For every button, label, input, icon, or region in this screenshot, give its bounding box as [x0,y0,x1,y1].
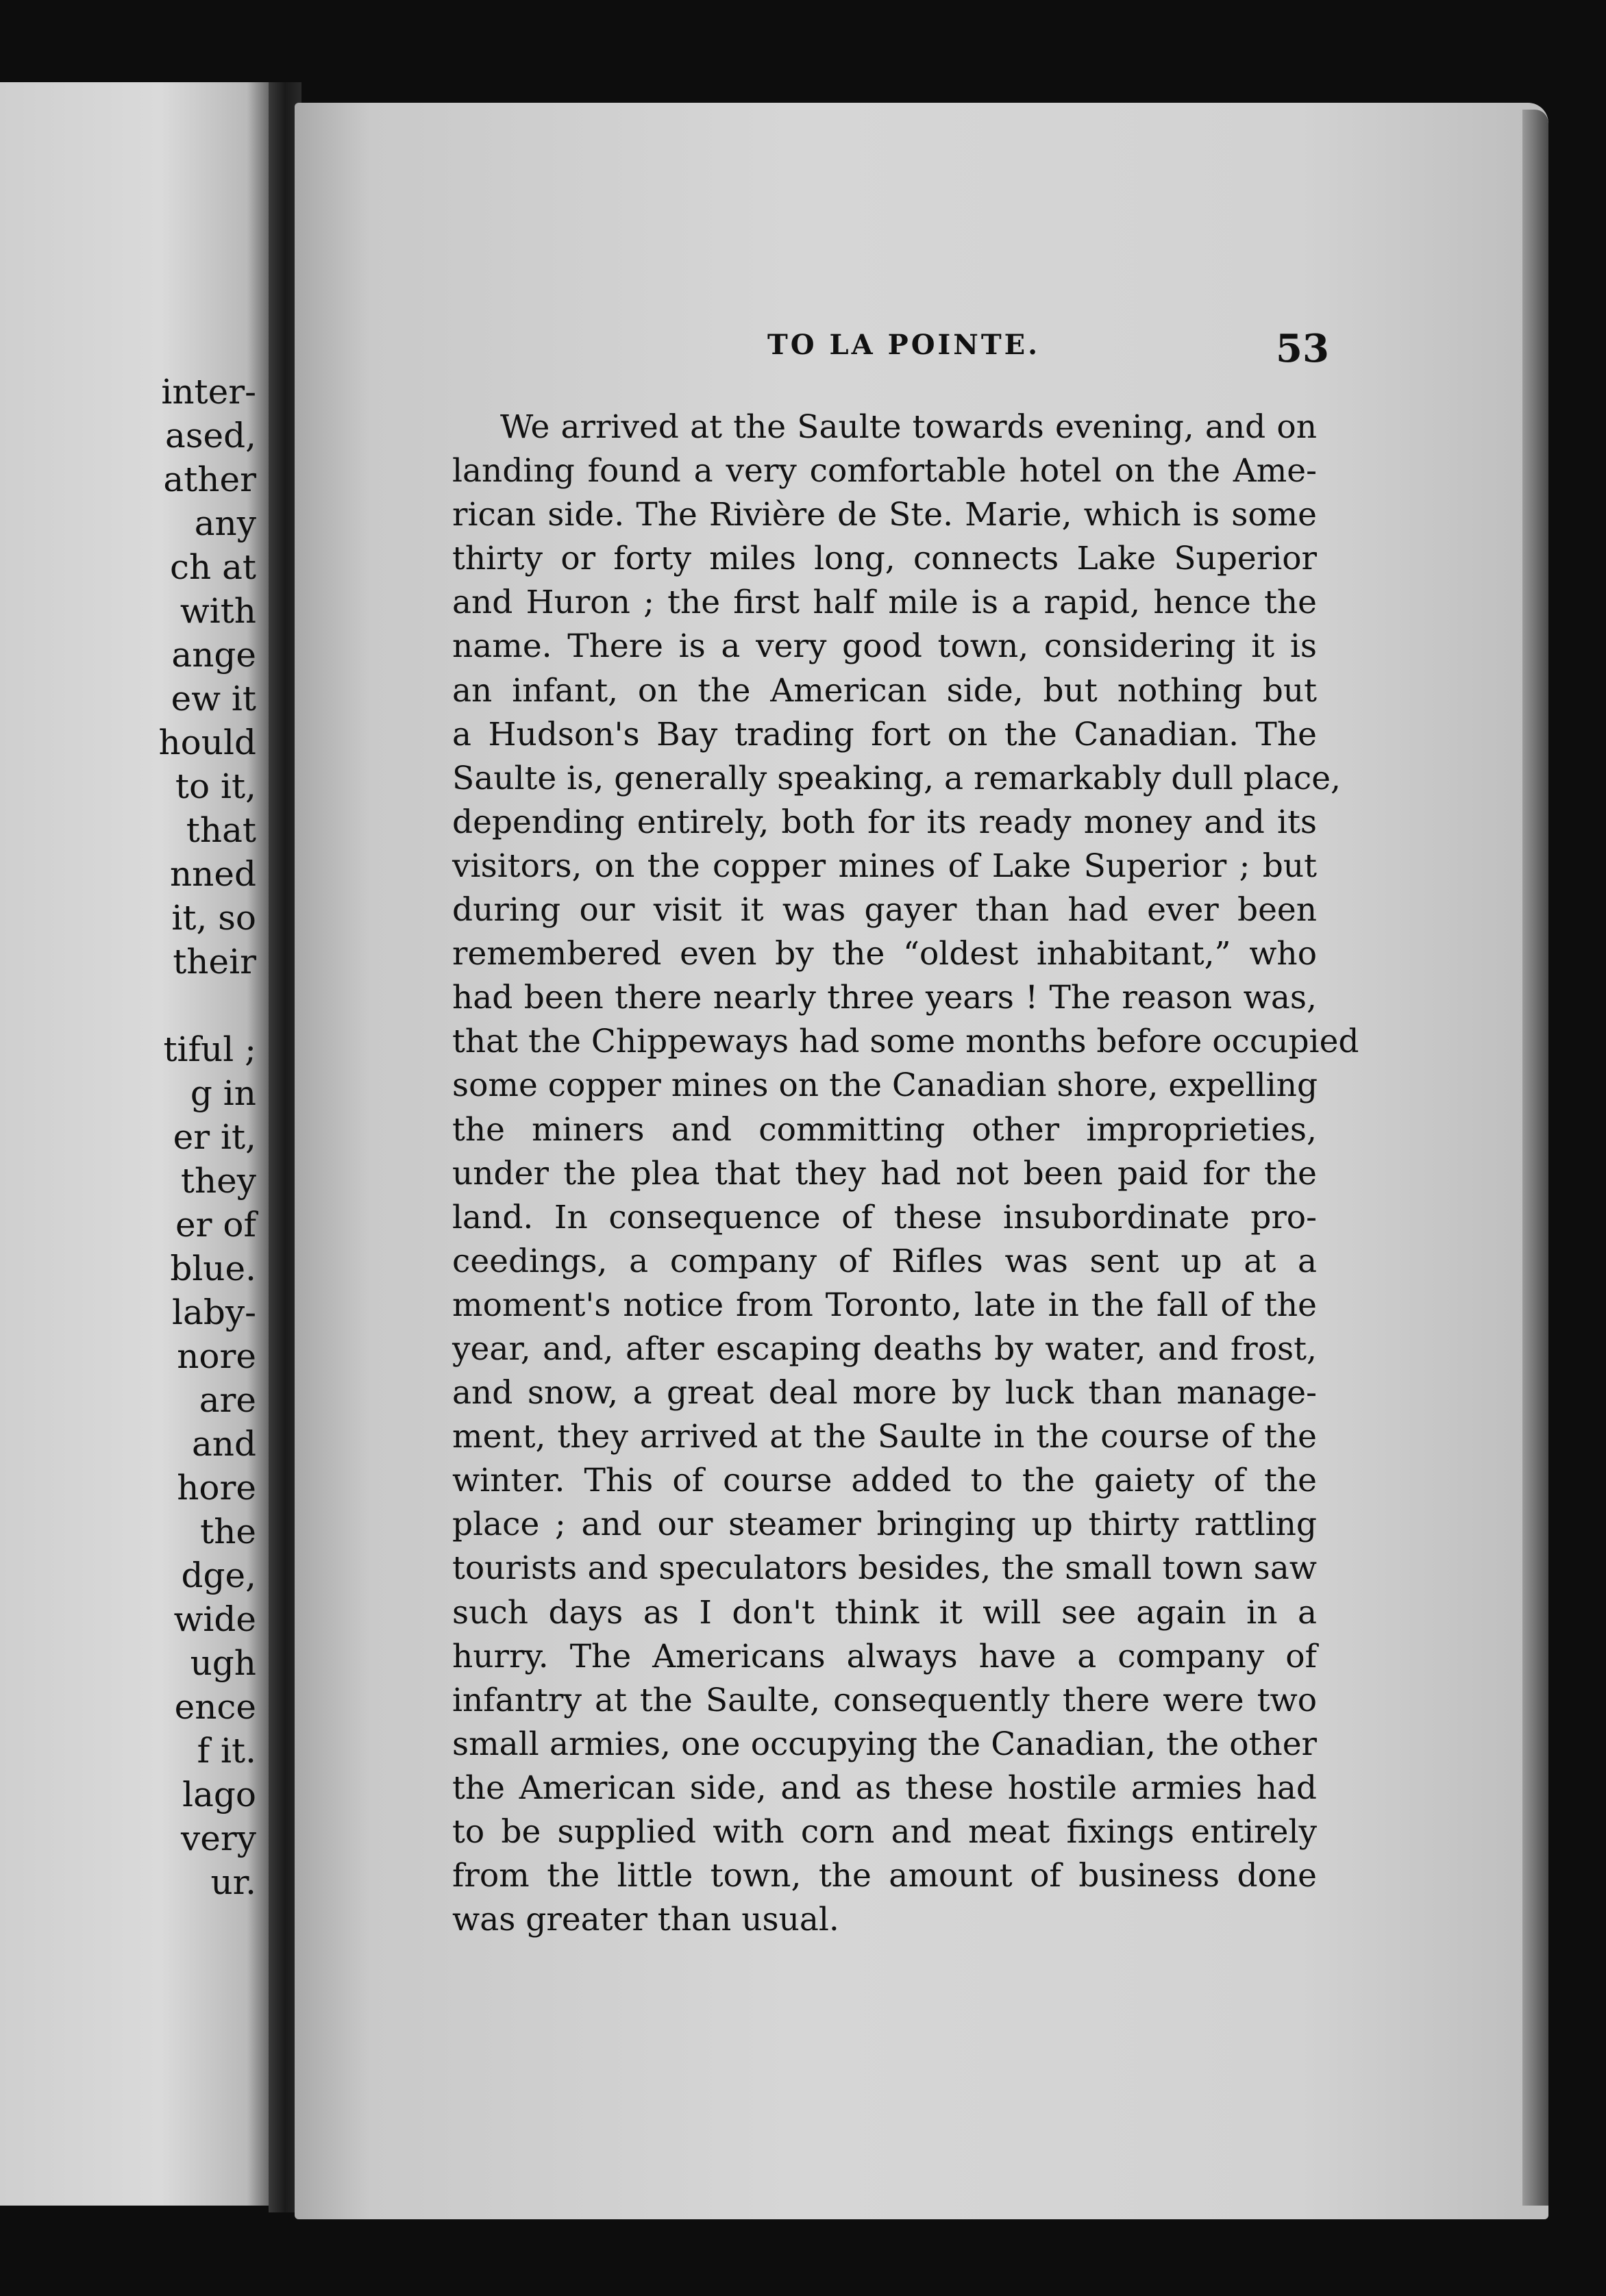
left-page-line: laby- [172,1293,256,1332]
page-edge [1522,110,1548,2206]
left-page-line: with [180,591,256,631]
text-line: hurry. The Americans always have a company of [452,1637,1317,1675]
left-page-line: er it, [173,1117,256,1157]
left-page-line: tiful ; [163,1030,256,1069]
left-page-line: inter- [161,372,256,412]
page-number: 53 [1276,326,1329,371]
text-line: winter. This of course added to the gaiety of the [452,1462,1317,1500]
text-line: land. In consequence of these insubordinate pro- [452,1198,1317,1236]
text-line: from the little town, the amount of business done [452,1857,1317,1895]
left-page-line: their [173,942,256,982]
text-line: name. There is a very good town, considering it is [452,627,1317,666]
text-line: during our visit it was gayer than had ever been [452,891,1317,929]
left-page-line: it, so [171,898,256,938]
text-line: Saulte is, generally speaking, a remarkably dull place, [452,759,1341,797]
left-page-line: ch at [169,547,256,587]
text-line: thirty or forty miles long, connects Lake Superior [452,540,1317,578]
left-page-line: ugh [190,1643,256,1683]
text-line: small armies, one occupying the Canadian, the other [452,1725,1317,1763]
left-page-line: nore [177,1336,256,1376]
left-page-line: ange [171,635,256,675]
left-page-line: that [186,810,256,850]
left-page-text [0,370,256,1904]
text-line: year, and, after escaping deaths by water, and frost, [452,1330,1317,1368]
left-page-line: they [180,1161,256,1201]
text-line: ceedings, a company of Rifles was sent up at a [452,1242,1317,1280]
text-line: an infant, on the American side, but nothing but [452,671,1317,710]
left-page-line: er of [175,1205,256,1245]
left-page-line: nned [169,854,256,894]
text-line: moment's notice from Toronto, late in the fall of the [452,1286,1317,1324]
left-page-line: to it, [175,766,256,806]
text-line: the American side, and as these hostile armies had [452,1769,1317,1807]
left-page-line: hore [177,1468,256,1508]
text-line: landing found a very comfortable hotel on the Ame- [452,452,1317,490]
text-line: remembered even by the “oldest inhabitant,” who [452,935,1317,973]
running-head: TO LA POINTE. [767,329,1040,361]
left-page-line: very [181,1819,256,1858]
text-line: that the Chippeways had some months before occupied [452,1023,1359,1061]
text-line: We arrived at the Saulte towards evening, and on [500,408,1317,446]
left-page-line: lago [182,1775,256,1814]
text-line: infantry at the Saulte, consequently there were two [452,1681,1317,1719]
left-page-line: blue. [170,1249,256,1288]
text-line: was greater than usual. [452,1901,839,1939]
left-page-line: any [194,503,256,543]
text-line: a Hudson's Bay trading fort on the Canadian. The [452,715,1317,753]
left-page-line: and [191,1424,256,1464]
left-page-line: f it. [197,1731,256,1771]
left-page-line: g in [190,1073,256,1113]
left-page-line: dge, [181,1556,256,1595]
text-line: ment, they arrived at the Saulte in the course of the [452,1418,1317,1456]
left-page-line: the [200,1512,256,1551]
text-line: such days as I don't think it will see again in a [452,1593,1317,1632]
text-line: some copper mines on the Canadian shore, expelling [452,1066,1318,1105]
left-page-line: are [199,1380,256,1420]
left-page-line: ather [163,460,256,499]
text-line: depending entirely, both for its ready money and its [452,803,1317,841]
left-page-line [0,984,256,1027]
left-page-line: ur. [210,1862,256,1902]
text-line: and Huron ; the first half mile is a rapid, hence the [452,584,1317,622]
left-page [0,82,269,2206]
text-line: place ; and our steamer bringing up thirty rattling [452,1506,1317,1544]
text-line: and snow, a great deal more by luck than manage- [452,1374,1317,1412]
text-line: the miners and committing other improprieties, [452,1110,1317,1149]
text-line: had been there nearly three years ! The reason was, [452,979,1317,1017]
left-page-line: ased, [165,416,256,456]
text-line: rican side. The Rivière de Ste. Marie, which is some [452,496,1317,534]
text-line: visitors, on the copper mines of Lake Superior ; but [452,847,1317,885]
left-page-line: ew it [171,679,256,719]
left-page-line: hould [158,723,256,762]
left-page-line: wide [173,1599,256,1639]
text-line: to be supplied with corn and meat fixings entirely [452,1813,1317,1851]
left-page-line: ence [174,1687,256,1727]
text-line: tourists and speculators besides, the small town saw [452,1549,1317,1588]
body-text [452,405,1359,1942]
text-line: under the plea that they had not been paid for the [452,1154,1317,1193]
